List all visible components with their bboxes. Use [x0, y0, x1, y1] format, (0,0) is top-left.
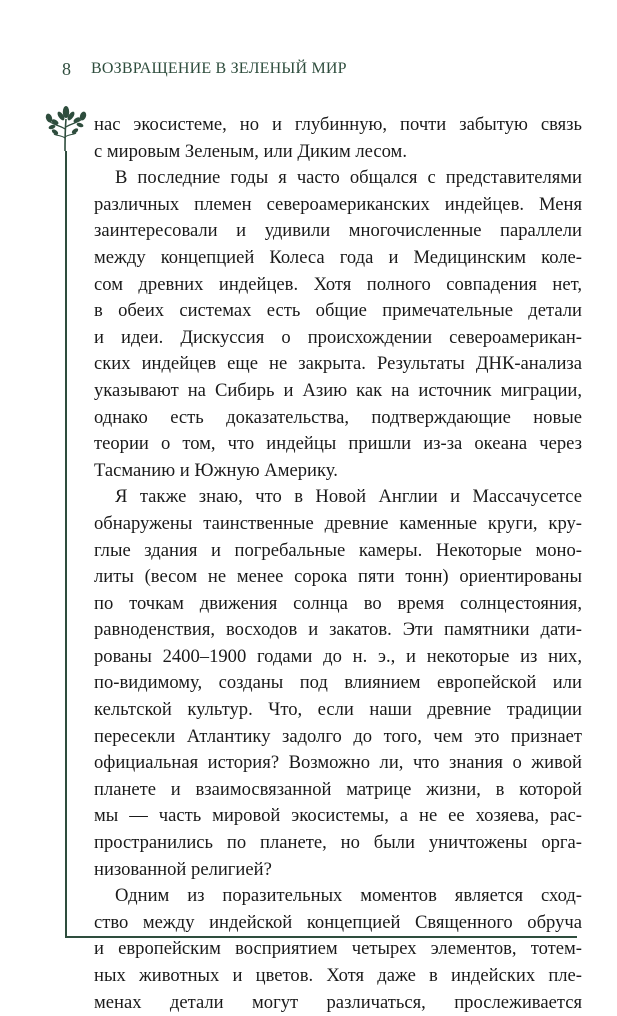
text-line: в обеих системах есть общие примечательные детали: [94, 300, 582, 322]
text-line: однако есть доказательства, подтверждающие новые: [94, 406, 582, 428]
text-line: Тасманию и Южную Америку.: [94, 459, 338, 481]
margin-rule-vertical: [65, 151, 67, 937]
page-number: 8: [62, 59, 71, 79]
text-line: по точкам движения солнца во время солнцестояния,: [94, 592, 582, 614]
text-line: Я также знаю, что в Новой Англии и Массачусетсе: [115, 486, 582, 508]
text-line: указывают на Сибирь и Азию как на источник миграции,: [94, 379, 582, 401]
text-line: с мировым Зеленым, или Диким лесом.: [94, 140, 407, 162]
text-line: ство между индейской концепцией Священного обруча: [94, 911, 582, 933]
running-header: [31, 54, 591, 84]
text-line: пересекли Атлантику задолго до того, чем это признает: [94, 725, 582, 747]
text-line: различных племен североамериканских индейцев. Меня: [94, 193, 582, 215]
text-line: равноденствия, восходов и закатов. Эти памятники дати-: [94, 619, 582, 641]
text-line: планете и взаимосвязанной матрице жизни, в которой: [94, 778, 582, 800]
text-line: глые здания и погребальные камеры. Некоторые моно-: [94, 539, 582, 561]
text-line: теории о том, что индейцы пришли из-за океана через: [94, 433, 582, 455]
text-line: ских индейцев еще не закрыта. Результаты ДНК-анализа: [94, 353, 582, 375]
text-line: нас экосистеме, но и глубинную, почти забытую связь: [94, 114, 582, 135]
leaf-sprig-icon: [41, 101, 93, 153]
running-title: ВОЗВРАЩЕНИЕ В ЗЕЛЕНЫЙ МИР: [91, 60, 347, 77]
text-line: и идеи. Дискуссия о происхождении североамерикан-: [94, 326, 582, 348]
text-line: по-видимому, созданы под влиянием европейской или: [94, 672, 582, 694]
text-line: официальная история? Возможно ли, что знания о живой: [94, 752, 582, 774]
text-line: ных животных и цветов. Хотя даже в индейских пле-: [94, 965, 582, 986]
text-line: между концепцией Колеса года и Медицинским коле-: [94, 246, 582, 268]
text-line: литы (весом не менее сорока пяти тонн) ориентированы: [94, 566, 582, 588]
text-line: пространились по планете, но были уничтожены орга-: [94, 832, 582, 854]
text-line: обнаружены таинственные древние каменные круги, кру-: [94, 512, 582, 534]
text-line: Одним из поразительных моментов является сход-: [115, 885, 582, 907]
text-line: низованной религией?: [94, 858, 272, 880]
text-line: мы — часть мировой экосистемы, а не ее хозяева, рас-: [94, 805, 582, 827]
text-line: В последние годы я часто общался с представителями: [115, 167, 582, 189]
body-text: [94, 112, 582, 1016]
text-line: заинтересовали и удивили многочисленные параллели: [94, 220, 582, 242]
text-line: менах детали могут различаться, прослеживается: [94, 991, 582, 1013]
text-line: рованы 2400–1900 годами до н. э., и некоторые из них,: [94, 645, 582, 667]
text-line: сом древних индейцев. Хотя полного совпадения нет,: [94, 273, 582, 295]
text-line: и европейским восприятием четырех элементов, тотем-: [94, 938, 582, 960]
text-line: кельтской культур. Что, если наши древние традиции: [94, 699, 582, 721]
